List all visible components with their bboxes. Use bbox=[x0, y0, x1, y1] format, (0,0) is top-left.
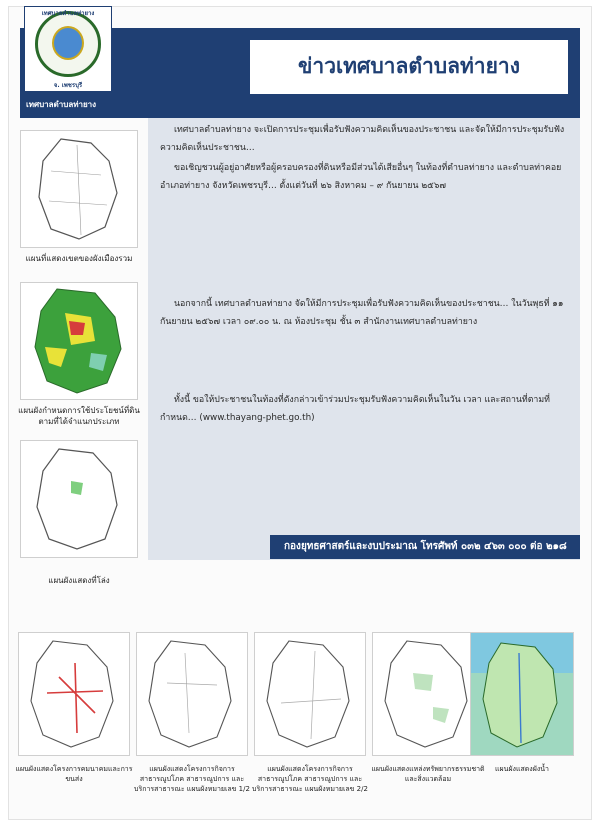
paragraph-invitation: ขอเชิญชวนผู้อยู่อาศัยหรือผู้ครอบครองที่ดินหรือมีส่วนได้เสียอื่นๆ ในท้องที่ตำบลท่ายาง และตำบลท่าคอย อำเภอท่ายาง จังหวัดเพชรบุรี… ตั้งแต่วันที่ ๒๖ สิงหาคม – ๙ กันยายน ๒๕๖๗ bbox=[160, 163, 562, 191]
seal-center bbox=[52, 26, 84, 60]
map-natural-resources bbox=[372, 632, 484, 756]
municipality-seal-icon bbox=[35, 11, 101, 77]
logo-text-top: เทศบาลตำบลท่ายาง bbox=[41, 10, 95, 17]
caption-utilities-2: แผนผังแสดงโครงการกิจการสาธารณูปโภค สาธารณูปการ และบริการสาธารณะ แผนผังหมายเลข 2/2 bbox=[252, 765, 368, 793]
logo-box bbox=[24, 6, 112, 92]
map-transport bbox=[18, 632, 130, 756]
map-utilities-2 bbox=[254, 632, 366, 756]
caption-utilities-1: แผนผังแสดงโครงการกิจการสาธารณูปโภค สาธารณูปการ และบริการสาธารณะ แผนผังหมายเลข 1/2 bbox=[134, 765, 250, 793]
map-land-use bbox=[20, 282, 138, 400]
paragraph-intro: เทศบาลตำบลท่ายาง จะเปิดการประชุมเพื่อรับฟังความคิดเห็นของประชาชน และจัดให้มีการประชุมรับฟังความคิดเห็นประชาชน… bbox=[160, 125, 565, 153]
caption-planning-boundary: แผนที่แสดงเขตของผังเมืองรวม bbox=[25, 254, 133, 263]
map-water-plan bbox=[470, 632, 574, 756]
paragraph-meeting: นอกจากนี้ เทศบาลตำบลท่ายาง จัดให้มีการประชุมเพื่อรับฟังความคิดเห็นของประชาชน… ในวันพุธที่ ๑๑ กันยายน ๒๕๖๗ เวลา ๐๙.๐๐ น. ณ ห้องประชุม ชั้น ๓ สำนักงานเทศบาลตำบลท่ายาง bbox=[160, 299, 564, 327]
map-utilities-1 bbox=[136, 632, 248, 756]
paragraph-details: ทั้งนี้ ขอให้ประชาชนในท้องที่ดังกล่าวเข้าร่วมประชุมรับฟังความคิดเห็นในวัน เวลา และสถานที่ตามที่กำหนด… (www.thayang-phet.go.th) bbox=[160, 395, 550, 423]
page-title: ข่าวเทศบาลตำบลท่ายาง bbox=[298, 54, 520, 78]
caption-transport: แผนผังแสดงโครงการคมนาคมและการขนส่ง bbox=[15, 765, 133, 783]
map-planning-boundary bbox=[20, 130, 138, 248]
logo-text-bottom: จ. เพชรบุรี bbox=[53, 82, 83, 89]
contact-bar: กองยุทธศาสตร์และงบประมาณ โทรศัพท์ ๐๓๒ ๔๖๓ ๐๐๐ ต่อ ๒๑๘ bbox=[270, 535, 580, 559]
caption-natural-resources: แผนผังแสดงแหล่งทรัพยากรธรรมชาติและสิ่งแวดล้อม bbox=[371, 765, 485, 783]
map-open-space bbox=[20, 440, 138, 558]
org-name: เทศบาลตำบลท่ายาง bbox=[26, 100, 97, 109]
caption-land-use: แผนผังกำหนดการใช้ประโยชน์ที่ดินตามที่ได้จำแนกประเภท bbox=[18, 406, 140, 426]
caption-open-space: แผนผังแสดงที่โล่ง bbox=[48, 576, 110, 585]
caption-water-plan: แผนผังแสดงผังน้ำ bbox=[495, 765, 549, 773]
title-panel bbox=[250, 40, 568, 94]
